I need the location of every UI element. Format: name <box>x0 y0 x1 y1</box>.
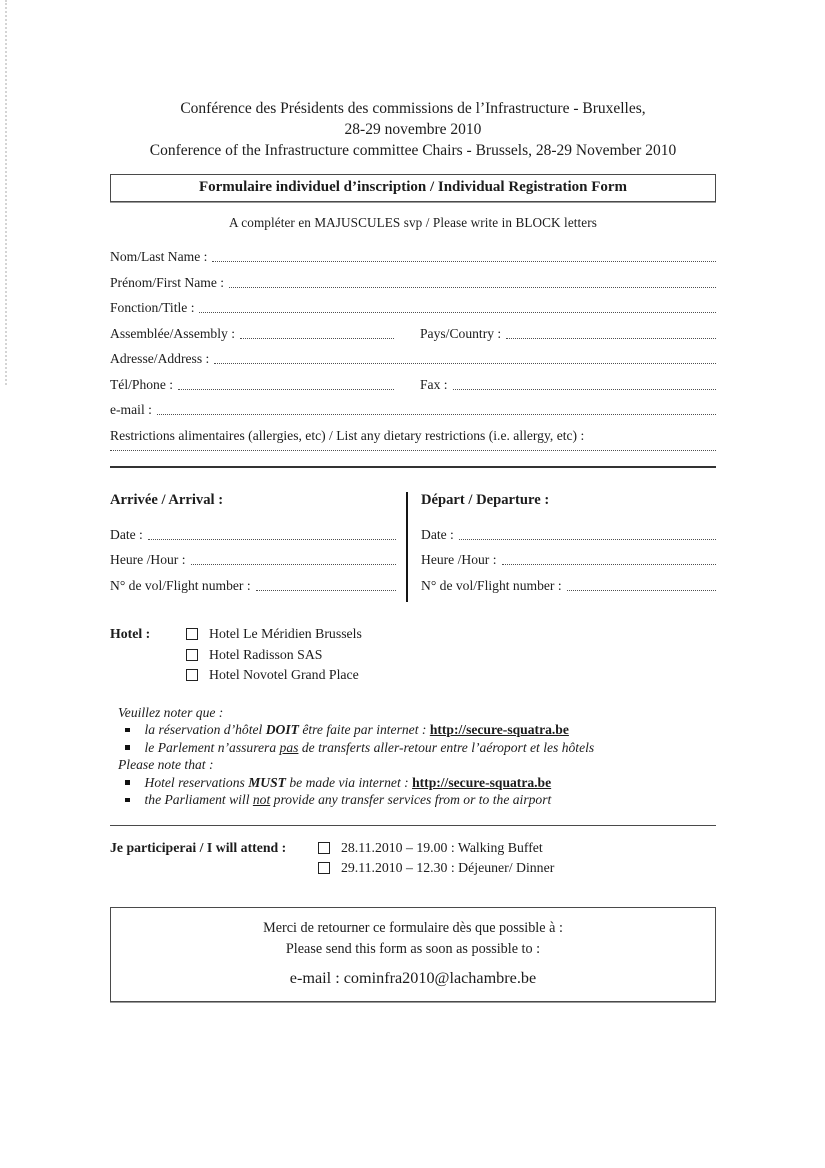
note-fragment-underline: pas <box>279 739 299 755</box>
fax-input-line[interactable] <box>453 389 716 390</box>
field-row <box>110 376 716 393</box>
title-line-en: Conference of the Infrastructure committee Chairs - Brussels, 28-29 November 2010 <box>149 142 677 159</box>
fax-label: Fax : <box>420 376 448 392</box>
note-text <box>145 739 595 757</box>
country-label: Pays/Country : <box>420 325 502 341</box>
identity-fields <box>110 248 716 454</box>
hotel-option <box>186 626 362 643</box>
attendance-label: Je participerai / I will attend : <box>110 839 287 855</box>
title-line-fr: Conférence des Présidents des commissions de l’Infrastructure - Bruxelles, <box>180 100 646 117</box>
arrival-title: Arrivée / Arrival : <box>110 491 224 508</box>
note-item <box>118 774 716 792</box>
phone-segment <box>110 376 394 393</box>
note-fragment: provide any transfer services from or to the airport <box>270 792 552 807</box>
checkbox-dinner[interactable] <box>318 862 330 874</box>
attendance-option-label: 28.11.2010 – 19.00 : Walking Buffet <box>341 839 543 855</box>
note-fragment-bold: DOIT <box>265 722 299 737</box>
note-item <box>118 791 716 809</box>
scan-artifact <box>5 0 13 385</box>
note-fragment-bold: MUST <box>248 774 286 790</box>
country-input-line[interactable] <box>506 338 716 339</box>
field-row <box>110 274 716 291</box>
address-input-line[interactable] <box>214 363 716 364</box>
note-item <box>118 739 716 757</box>
arrival-column <box>110 492 396 603</box>
hotel-option <box>186 667 362 684</box>
first-name-input-line[interactable] <box>229 287 716 288</box>
arrival-flight-label: N° de vol/Flight number : <box>110 577 251 593</box>
note-text <box>145 791 552 809</box>
return-instructions-box <box>110 907 716 1002</box>
bullet-square-icon <box>125 745 130 750</box>
note-header-fr: Veuillez noter que : <box>118 704 224 720</box>
address-label: Adresse/Address : <box>110 351 210 366</box>
note-fragment: the Parliament will <box>144 792 253 807</box>
note-text <box>145 721 569 739</box>
return-email: e-mail : cominfra2010@lachambre.be <box>289 968 537 987</box>
field-row <box>421 577 716 594</box>
departure-flight-label: N° de vol/Flight number : <box>421 577 562 593</box>
field-row <box>110 248 716 265</box>
attendance-option <box>318 840 554 857</box>
email-input-line[interactable] <box>157 414 716 415</box>
arrival-hour-label: Heure /Hour : <box>110 552 186 567</box>
note-fragment-underline: not <box>252 792 271 807</box>
function-title-input-line[interactable] <box>199 312 716 313</box>
phone-label: Tél/Phone : <box>110 376 174 392</box>
arrival-date-input-line[interactable] <box>148 539 396 540</box>
block-letters-instruction: A compléter en MAJUSCULES svp / Please write in BLOCK letters <box>229 215 597 230</box>
bullet-square-icon <box>125 780 130 785</box>
page-title <box>110 98 716 161</box>
note-fragment: de transferts aller-retour entre l’aéroport et les hôtels <box>298 739 595 755</box>
hotel-options <box>186 626 362 688</box>
checkbox-hotel-novotel[interactable] <box>186 669 198 681</box>
arrival-hour-input-line[interactable] <box>191 564 397 565</box>
note-fragment: la réservation d’hôtel <box>144 722 266 737</box>
bullet-square-icon <box>125 728 130 733</box>
field-row <box>110 526 396 543</box>
field-row <box>110 350 716 367</box>
phone-input-line[interactable] <box>178 389 394 390</box>
attendance-option <box>318 860 554 877</box>
departure-flight-input-line[interactable] <box>567 590 716 591</box>
field-row <box>110 325 716 342</box>
title-line-date: 28-29 novembre 2010 <box>344 121 482 138</box>
hotel-option-label: Hotel Novotel Grand Place <box>209 667 359 682</box>
notes-section <box>110 704 716 809</box>
assembly-input-line[interactable] <box>240 338 394 339</box>
dietary-label: Restrictions alimentaires (allergies, etc) / List any dietary restrictions (i.e. allergy, etc) : <box>110 427 585 443</box>
return-line-fr: Merci de retourner ce formulaire dès que possible à : <box>263 919 563 936</box>
note-fragment: Hotel reservations <box>144 774 249 790</box>
field-row <box>110 577 396 594</box>
note-header-en: Please note that : <box>118 757 214 772</box>
form-title: Formulaire individuel d’inscription / Individual Registration Form <box>198 179 628 195</box>
field-row <box>110 299 716 316</box>
assembly-label: Assemblée/Assembly : <box>110 325 235 341</box>
field-row <box>110 427 716 444</box>
reservation-url-link[interactable]: http://secure-squatra.be <box>412 774 552 790</box>
section-divider <box>110 466 716 468</box>
note-fragment: être faite par internet : <box>298 722 430 737</box>
departure-date-label: Date : <box>421 526 454 542</box>
arrival-flight-input-line[interactable] <box>256 590 396 591</box>
departure-hour-input-line[interactable] <box>502 564 717 565</box>
form-content <box>110 98 716 1002</box>
function-title-label: Fonction/Title : <box>110 300 195 315</box>
note-text <box>145 774 552 792</box>
reservation-url-link[interactable]: http://secure-squatra.be <box>429 722 569 737</box>
last-name-input-line[interactable] <box>212 261 716 262</box>
departure-date-input-line[interactable] <box>459 539 716 540</box>
attendance-section <box>110 840 716 881</box>
note-fragment: be made via internet : <box>285 774 413 790</box>
hotel-option-label: Hotel Radisson SAS <box>209 646 323 662</box>
hotel-option-label: Hotel Le Méridien Brussels <box>209 626 362 641</box>
note-item <box>118 721 716 739</box>
hotel-label: Hotel : <box>110 626 151 641</box>
hotel-section <box>110 626 716 688</box>
section-divider <box>110 825 716 826</box>
travel-section <box>110 492 716 603</box>
checkbox-walking-buffet[interactable] <box>318 842 330 854</box>
bullet-square-icon <box>125 798 130 803</box>
field-row <box>421 526 716 543</box>
email-label: e-mail : <box>110 402 152 417</box>
field-row <box>110 551 396 568</box>
field-row <box>421 551 716 568</box>
dietary-input-line[interactable] <box>110 450 716 451</box>
checkbox-hotel-radisson[interactable] <box>186 649 198 661</box>
departure-hour-label: Heure /Hour : <box>421 552 497 567</box>
departure-column <box>408 492 716 603</box>
arrival-date-label: Date : <box>110 526 143 542</box>
field-row <box>110 450 716 454</box>
return-line-en: Please send this form as soon as possible to : <box>285 940 541 957</box>
first-name-label: Prénom/First Name : <box>110 274 225 290</box>
form-title-box <box>110 174 716 202</box>
departure-title: Départ / Departure : <box>421 491 550 508</box>
assembly-segment <box>110 325 394 342</box>
field-row <box>110 401 716 418</box>
note-fragment: le Parlement n’assurera <box>144 739 280 755</box>
checkbox-hotel-meridien[interactable] <box>186 628 198 640</box>
hotel-option <box>186 647 362 664</box>
attendance-option-label: 29.11.2010 – 12.30 : Déjeuner/ Dinner <box>341 860 555 875</box>
attendance-options <box>318 840 554 881</box>
last-name-label: Nom/Last Name : <box>110 249 208 264</box>
